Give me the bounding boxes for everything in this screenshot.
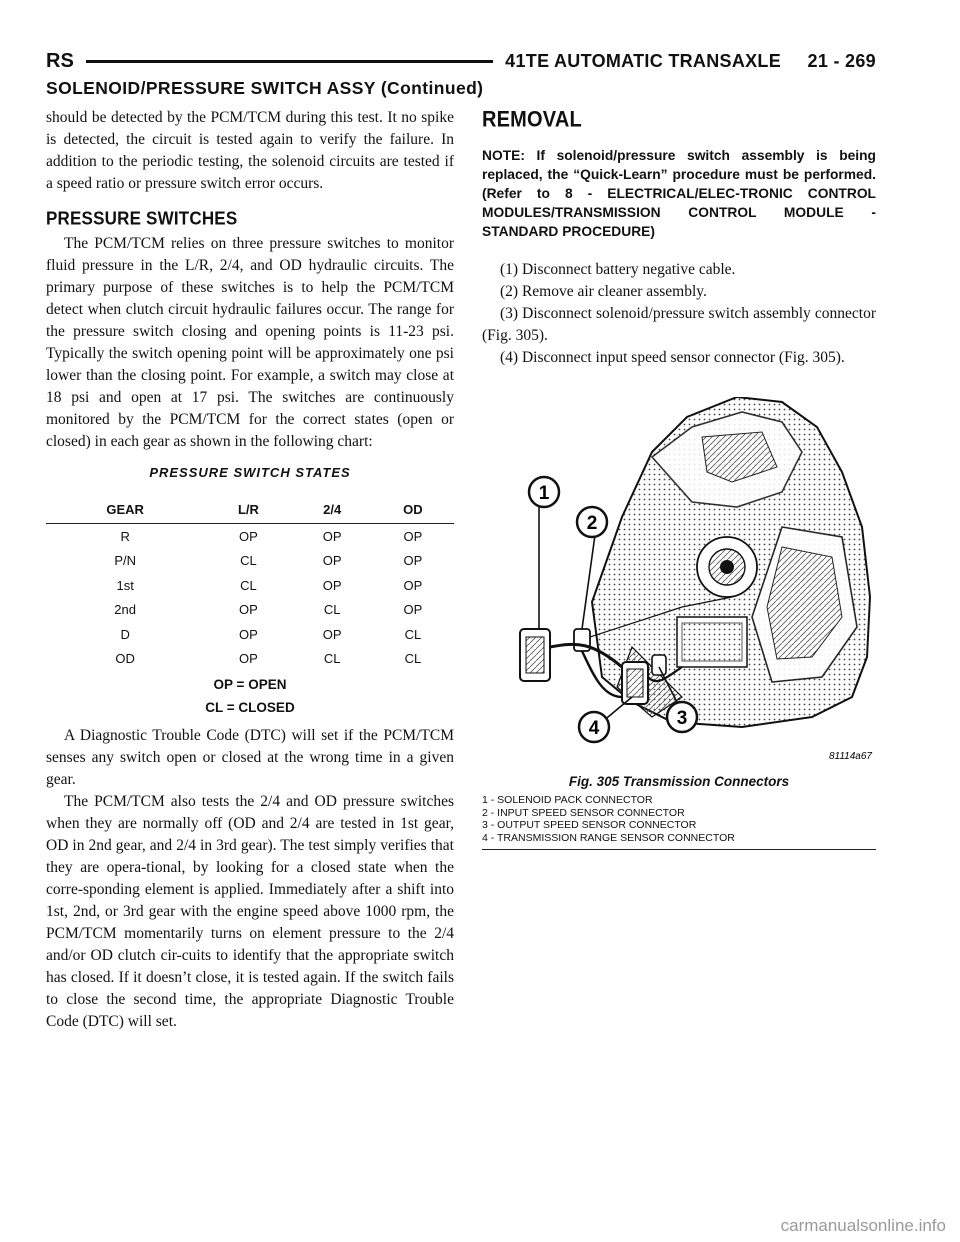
table-header-row	[46, 494, 454, 524]
step-4: (4) Disconnect input speed sensor connector (Fig. 305).	[500, 349, 845, 366]
col-lr: L/R	[204, 494, 292, 524]
col-24: 2/4	[293, 494, 372, 524]
table-cell: OP	[322, 528, 342, 544]
col-od: OD	[372, 494, 454, 524]
section-heading-pressure-switches: PRESSURE SWITCHES	[46, 208, 238, 229]
table-cell: OP	[403, 602, 423, 618]
table-cell: R	[120, 528, 130, 544]
callout-3	[667, 702, 697, 732]
table-cell: CL	[240, 577, 257, 593]
section-code: RS	[46, 49, 74, 72]
continued-title: SOLENOID/PRESSURE SWITCH ASSY (Continued)	[46, 78, 484, 98]
transmission-connectors-figure	[482, 397, 876, 772]
table-cell: P/N	[114, 553, 136, 569]
legend-item: 1 - SOLENOID PACK CONNECTOR	[482, 794, 653, 806]
step-2: (2) Remove air cleaner assembly.	[500, 283, 707, 300]
table-cell: CL	[323, 651, 341, 667]
table-cell: OP	[322, 577, 342, 593]
chapter-page: 41TE AUTOMATIC TRANSAXLE 21 - 269	[505, 50, 876, 71]
table-row	[46, 524, 454, 549]
legend-item: 3 - OUTPUT SPEED SENSOR CONNECTOR	[482, 819, 697, 831]
step-1: (1) Disconnect battery negative cable.	[500, 261, 736, 278]
removal-steps	[482, 259, 876, 369]
pressure-switch-table	[46, 494, 454, 671]
pressure-switches-paragraph: The PCM/TCM relies on three pressure switches to monitor fluid pressure in the L/R, 2/4, and OD hydraulic circuits. The primary purpose of these switches is to help the PCM/TCM detect when clutch circuit hydraulic failures occur. The range for the pressure switch closing and opening points is 11-23 psi. Typically the switch opening point will be approximately one psi lower than the closing point. For example, a switch may close at 18 psi and open at 17 psi. The switches are continuously monitored by the PCM/TCM for the correct states (open or closed) in each gear as shown in the following chart:	[46, 235, 454, 450]
table-legend	[46, 673, 454, 719]
table-cell: OP	[322, 553, 342, 569]
table-cell: OP	[239, 651, 258, 667]
legend-closed: CL = CLOSED	[205, 700, 295, 715]
table-cell: OP	[403, 553, 423, 569]
right-column	[482, 107, 876, 850]
intro-paragraph: should be detected by the PCM/TCM during this test. It no spike is detected, the circuit is tested again to verify the failure. In addition to the periodic testing, the solenoid circuits are tested if a speed ratio or pressure switch error occurs.	[46, 109, 454, 192]
table-row	[46, 549, 454, 574]
table-cell: D	[120, 626, 130, 642]
svg-text:3: 3	[676, 708, 688, 729]
figure-caption: Fig. 305 Transmission Connectors	[568, 774, 790, 789]
transaxle-illustration	[482, 397, 876, 772]
svg-text:2: 2	[586, 513, 598, 534]
table-cell: CL	[404, 626, 422, 642]
callout-4	[579, 712, 609, 742]
table-cell: OP	[403, 528, 423, 544]
table-cell: 2nd	[114, 602, 136, 618]
table-row	[46, 622, 454, 647]
table-cell: CL	[404, 651, 422, 667]
table-cell: OP	[239, 528, 258, 544]
section-heading-removal: REMOVAL	[482, 107, 582, 133]
page-header	[46, 46, 876, 76]
left-column	[46, 107, 454, 1033]
legend-item: 4 - TRANSMISSION RANGE SENSOR CONNECTOR	[482, 831, 735, 844]
figure-legend	[482, 794, 876, 850]
svg-text:4: 4	[588, 718, 600, 739]
quick-learn-note: NOTE: If solenoid/pressure switch assembly is being replaced, the “Quick-Learn” procedure must be performed. (Refer to 8 - ELECTRICAL/ELEC-TRONIC CONTROL MODULES/TRANSMISSION CONTROL MODULE - STANDARD PROCEDURE)	[482, 148, 876, 239]
table-cell: CL	[240, 553, 257, 569]
table-cell: OP	[239, 626, 258, 642]
table-row	[46, 573, 454, 598]
step-3: (3) Disconnect solenoid/pressure switch assembly connector (Fig. 305).	[482, 305, 876, 344]
dtc-paragraph: A Diagnostic Trouble Code (DTC) will set if the PCM/TCM senses any switch open or closed at the wrong time in a given gear.	[46, 727, 454, 788]
table-cell: OP	[239, 602, 258, 618]
test-paragraph: The PCM/TCM also tests the 2/4 and OD pressure switches when they are normally off (OD and 2/4 are tested in 1st gear, OD in 2nd gear, and 2/4 in 3rd gear). The test simply verifies that they are opera-tional, by looking for a closed state when the corre-sponding element is applied. Immediately after a shift into 1st, 2nd, or 3rd gear with the engine speed above 1000 rpm, the PCM/TCM momentarily turns on element pressure to the 2/4 and/or OD clutch cir-cuits to identify that the appropriate switch has closed. If it doesn’t close, it is tested again. If the switch fails to close the second time, the appropriate Diagnostic Trouble Code (DTC) will set.	[46, 793, 454, 1030]
watermark: carmanualsonline.info	[780, 1216, 946, 1235]
figure-code: 81114a67	[828, 751, 872, 762]
table-cell: OP	[403, 577, 423, 593]
header-rule	[86, 60, 493, 63]
callout-2	[577, 507, 607, 537]
callout-1	[529, 477, 559, 507]
table-title: PRESSURE SWITCH STATES	[149, 465, 351, 480]
table-cell: CL	[323, 602, 341, 618]
table-row	[46, 598, 454, 623]
table-row	[46, 647, 454, 672]
col-gear: GEAR	[46, 494, 204, 524]
legend-open: OP = OPEN	[213, 677, 287, 692]
table-cell: 1st	[116, 577, 134, 593]
legend-item: 2 - INPUT SPEED SENSOR CONNECTOR	[482, 806, 685, 819]
svg-text:1: 1	[538, 483, 550, 504]
table-cell: OD	[115, 651, 135, 667]
table-cell: OP	[322, 626, 342, 642]
